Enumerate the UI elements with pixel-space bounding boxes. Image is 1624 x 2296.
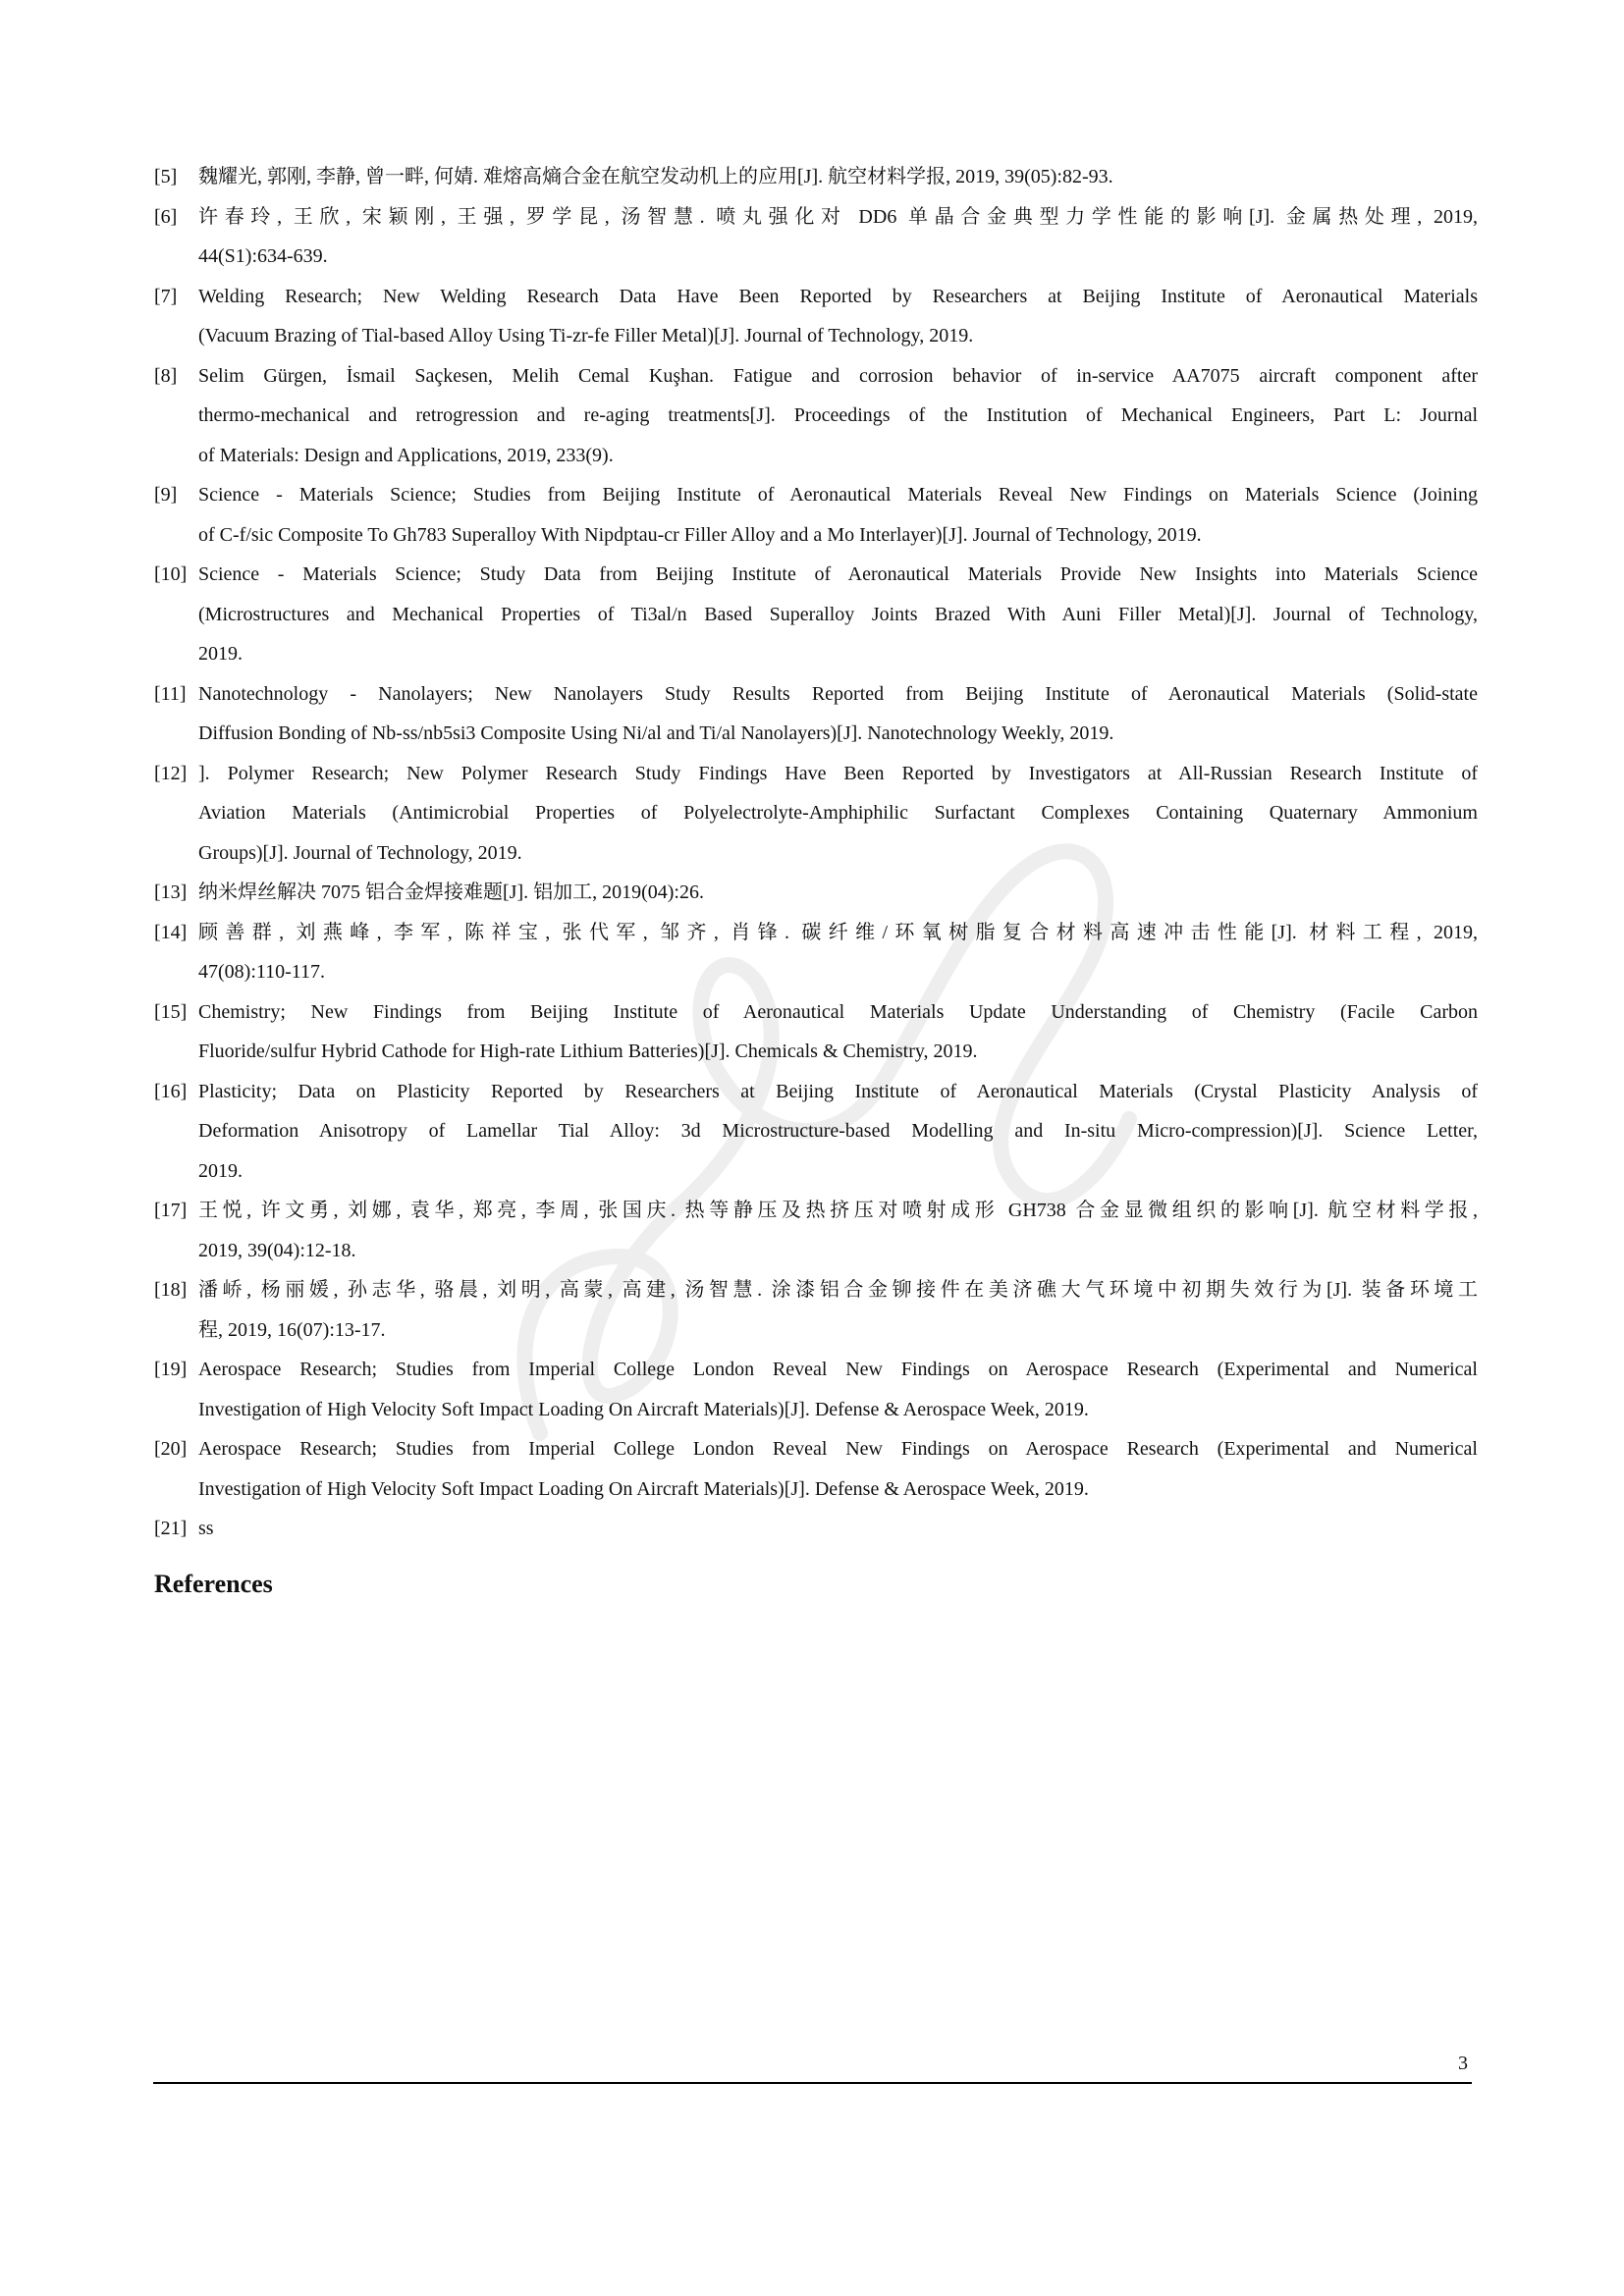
- reference-line: ]. Polymer Research; New Polymer Research Study Findings Have Been Reported by Investigators at All-Russian Research Institute of: [198, 762, 1478, 784]
- reference-text: [198, 555, 1478, 674]
- reference-line: Groups)[J]. Journal of Technology, 2019.: [198, 841, 522, 864]
- reference-line: (Microstructures and Mechanical Properties of Ti3al/n Based Superalloy Joints Brazed With Auni Filler Metal)[J]. Journal of Technology,: [198, 603, 1478, 625]
- section-heading-references: References: [154, 1570, 273, 1598]
- reference-line: Fluoride/sulfur Hybrid Cathode for High-rate Lithium Batteries)[J]. Chemicals & Chemistry, 2019.: [198, 1041, 978, 1062]
- reference-item: [154, 1270, 1478, 1350]
- reference-line: Nanotechnology - Nanolayers; New Nanolayers Study Results Reported from Beijing Institute of Aeronautical Materials (Solid-state: [198, 682, 1478, 705]
- reference-number: [7]: [154, 285, 178, 307]
- reference-line: Deformation Anisotropy of Lamellar Tial Alloy: 3d Microstructure-based Modelling and In-situ Micro-compression)[J]. Science Letter,: [198, 1120, 1478, 1142]
- reference-text: [198, 992, 1478, 1072]
- reference-item: [154, 1509, 1478, 1549]
- reference-item: [154, 913, 1478, 992]
- reference-line: Aerospace Research; Studies from Imperial College London Reveal New Findings on Aerospace Research (Experimental and Numerical: [198, 1359, 1478, 1380]
- reference-text: [198, 197, 1478, 277]
- reference-line: Aerospace Research; Studies from Imperial College London Reveal New Findings on Aerospace Research (Experimental and Numerical: [198, 1438, 1478, 1460]
- reference-line: of C-f/sic Composite To Gh783 Superalloy With Nipdptau-cr Filler Alloy and a Mo Interlayer)[J]. Journal of Technology, 2019.: [198, 523, 1202, 546]
- reference-line: thermo-mechanical and retrogression and re-aging treatments[J]. Proceedings of the Institution of Mechanical Engineers, Part L: Journal: [198, 404, 1478, 426]
- reference-text: [198, 1509, 1478, 1549]
- reference-line: Chemistry; New Findings from Beijing Institute of Aeronautical Materials Update Understanding of Chemistry (Facile Carbon: [198, 1000, 1478, 1023]
- reference-item: [154, 1072, 1478, 1192]
- reference-line: 魏耀光, 郭刚, 李静, 曾一畔, 何婧. 难熔高熵合金在航空发动机上的应用[J]. 航空材料学报, 2019, 39(05):82-93.: [198, 166, 1113, 187]
- reference-number: [14]: [154, 921, 188, 943]
- reference-line: 顾善群, 刘燕峰, 李军, 陈祥宝, 张代军, 邹齐, 肖锋. 碳纤维/环氧树脂复合材料高速冲击性能[J]. 材料工程, 2019,: [198, 921, 1478, 943]
- reference-item: [154, 555, 1478, 674]
- reference-text: [198, 277, 1478, 356]
- reference-item: [154, 277, 1478, 356]
- reference-number: [13]: [154, 881, 188, 903]
- reference-line: of Materials: Design and Applications, 2019, 233(9).: [198, 444, 614, 466]
- reference-number: [10]: [154, 563, 188, 585]
- reference-line: Science - Materials Science; Study Data from Beijing Institute of Aeronautical Materials Provide New Insights into Materials Science: [198, 563, 1478, 585]
- reference-line: 44(S1):634-639.: [198, 245, 328, 267]
- reference-item: [154, 674, 1478, 754]
- reference-line: ss: [198, 1518, 214, 1539]
- reference-line: 程, 2019, 16(07):13-17.: [198, 1318, 386, 1341]
- reference-number: [6]: [154, 205, 178, 228]
- reference-text: [198, 475, 1478, 555]
- reference-line: Diffusion Bonding of Nb-ss/nb5si3 Composite Using Ni/al and Ti/al Nanolayers)[J]. Nanotechnology Weekly, 2019.: [198, 722, 1114, 744]
- reference-line: Selim Gürgen, İsmail Saçkesen, Melih Cemal Kuşhan. Fatigue and corrosion behavior of in-service AA7075 aircraft component after: [198, 364, 1478, 387]
- reference-item: [154, 873, 1478, 913]
- reference-number: [12]: [154, 762, 188, 784]
- reference-number: [21]: [154, 1518, 188, 1539]
- reference-text: [198, 754, 1478, 874]
- reference-item: [154, 1429, 1478, 1509]
- reference-line: 47(08):110-117.: [198, 961, 326, 983]
- reference-item: [154, 157, 1478, 197]
- reference-line: 王悦, 许文勇, 刘娜, 袁华, 郑亮, 李周, 张国庆. 热等静压及热挤压对喷射成形 GH738 合金显微组织的影响[J]. 航空材料学报,: [198, 1200, 1478, 1221]
- reference-line: Science - Materials Science; Studies from Beijing Institute of Aeronautical Materials Reveal New Findings on Materials Science (Joining: [198, 484, 1478, 506]
- reference-text: [198, 674, 1478, 754]
- reference-text: [198, 1350, 1478, 1429]
- reference-line: (Vacuum Brazing of Tial-based Alloy Using Ti-zr-fe Filler Metal)[J]. Journal of Technology, 2019.: [198, 325, 974, 347]
- reference-item: [154, 1350, 1478, 1429]
- reference-number: [18]: [154, 1279, 188, 1301]
- reference-number: [19]: [154, 1359, 188, 1380]
- reference-line: 2019, 39(04):12-18.: [198, 1239, 356, 1261]
- reference-number: [5]: [154, 166, 178, 187]
- reference-number: [9]: [154, 484, 178, 506]
- reference-text: [198, 1429, 1478, 1509]
- reference-line: Welding Research; New Welding Research Data Have Been Reported by Researchers at Beijing Institute of Aeronautical Materials: [198, 285, 1478, 307]
- reference-text: [198, 873, 1478, 913]
- reference-line: 纳米焊丝解决 7075 铝合金焊接难题[J]. 铝加工, 2019(04):26.: [198, 881, 704, 903]
- reference-text: [198, 1072, 1478, 1192]
- reference-line: 许春玲, 王欣, 宋颖刚, 王强, 罗学昆, 汤智慧. 喷丸强化对 DD6 单晶合金典型力学性能的影响[J]. 金属热处理, 2019,: [198, 205, 1478, 228]
- footer-rule: [153, 2082, 1472, 2084]
- reference-item: [154, 754, 1478, 874]
- reference-item: [154, 356, 1478, 476]
- reference-text: [198, 356, 1478, 476]
- reference-text: [198, 1191, 1478, 1270]
- reference-line: 2019.: [198, 1159, 243, 1182]
- reference-item: [154, 475, 1478, 555]
- reference-item: [154, 992, 1478, 1072]
- reference-line: Investigation of High Velocity Soft Impact Loading On Aircraft Materials)[J]. Defense & Aerospace Week, 2019.: [198, 1398, 1089, 1420]
- reference-number: [8]: [154, 364, 178, 387]
- reference-number: [17]: [154, 1200, 188, 1221]
- reference-item: [154, 197, 1478, 277]
- reference-number: [20]: [154, 1438, 188, 1460]
- reference-list: [154, 157, 1478, 1549]
- reference-line: 2019.: [198, 643, 243, 665]
- reference-line: Aviation Materials (Antimicrobial Properties of Polyelectrolyte-Amphiphilic Surfactant Complexes Containing Quaternary Ammonium: [198, 802, 1478, 824]
- reference-number: [11]: [154, 682, 187, 705]
- reference-line: Plasticity; Data on Plasticity Reported by Researchers at Beijing Institute of Aeronautical Materials (Crystal Plasticity Analysis of: [198, 1080, 1478, 1102]
- reference-item: [154, 1191, 1478, 1270]
- reference-number: [16]: [154, 1080, 188, 1102]
- reference-line: 潘峤, 杨丽媛, 孙志华, 骆晨, 刘明, 高蒙, 高建, 汤智慧. 涂漆铝合金铆接件在美济礁大气环境中初期失效行为[J]. 装备环境工: [198, 1279, 1478, 1301]
- page-number: 3: [1458, 2053, 1468, 2074]
- reference-line: Investigation of High Velocity Soft Impact Loading On Aircraft Materials)[J]. Defense & Aerospace Week, 2019.: [198, 1477, 1089, 1500]
- reference-text: [198, 157, 1478, 197]
- reference-number: [15]: [154, 1000, 188, 1023]
- reference-text: [198, 1270, 1478, 1350]
- reference-text: [198, 913, 1478, 992]
